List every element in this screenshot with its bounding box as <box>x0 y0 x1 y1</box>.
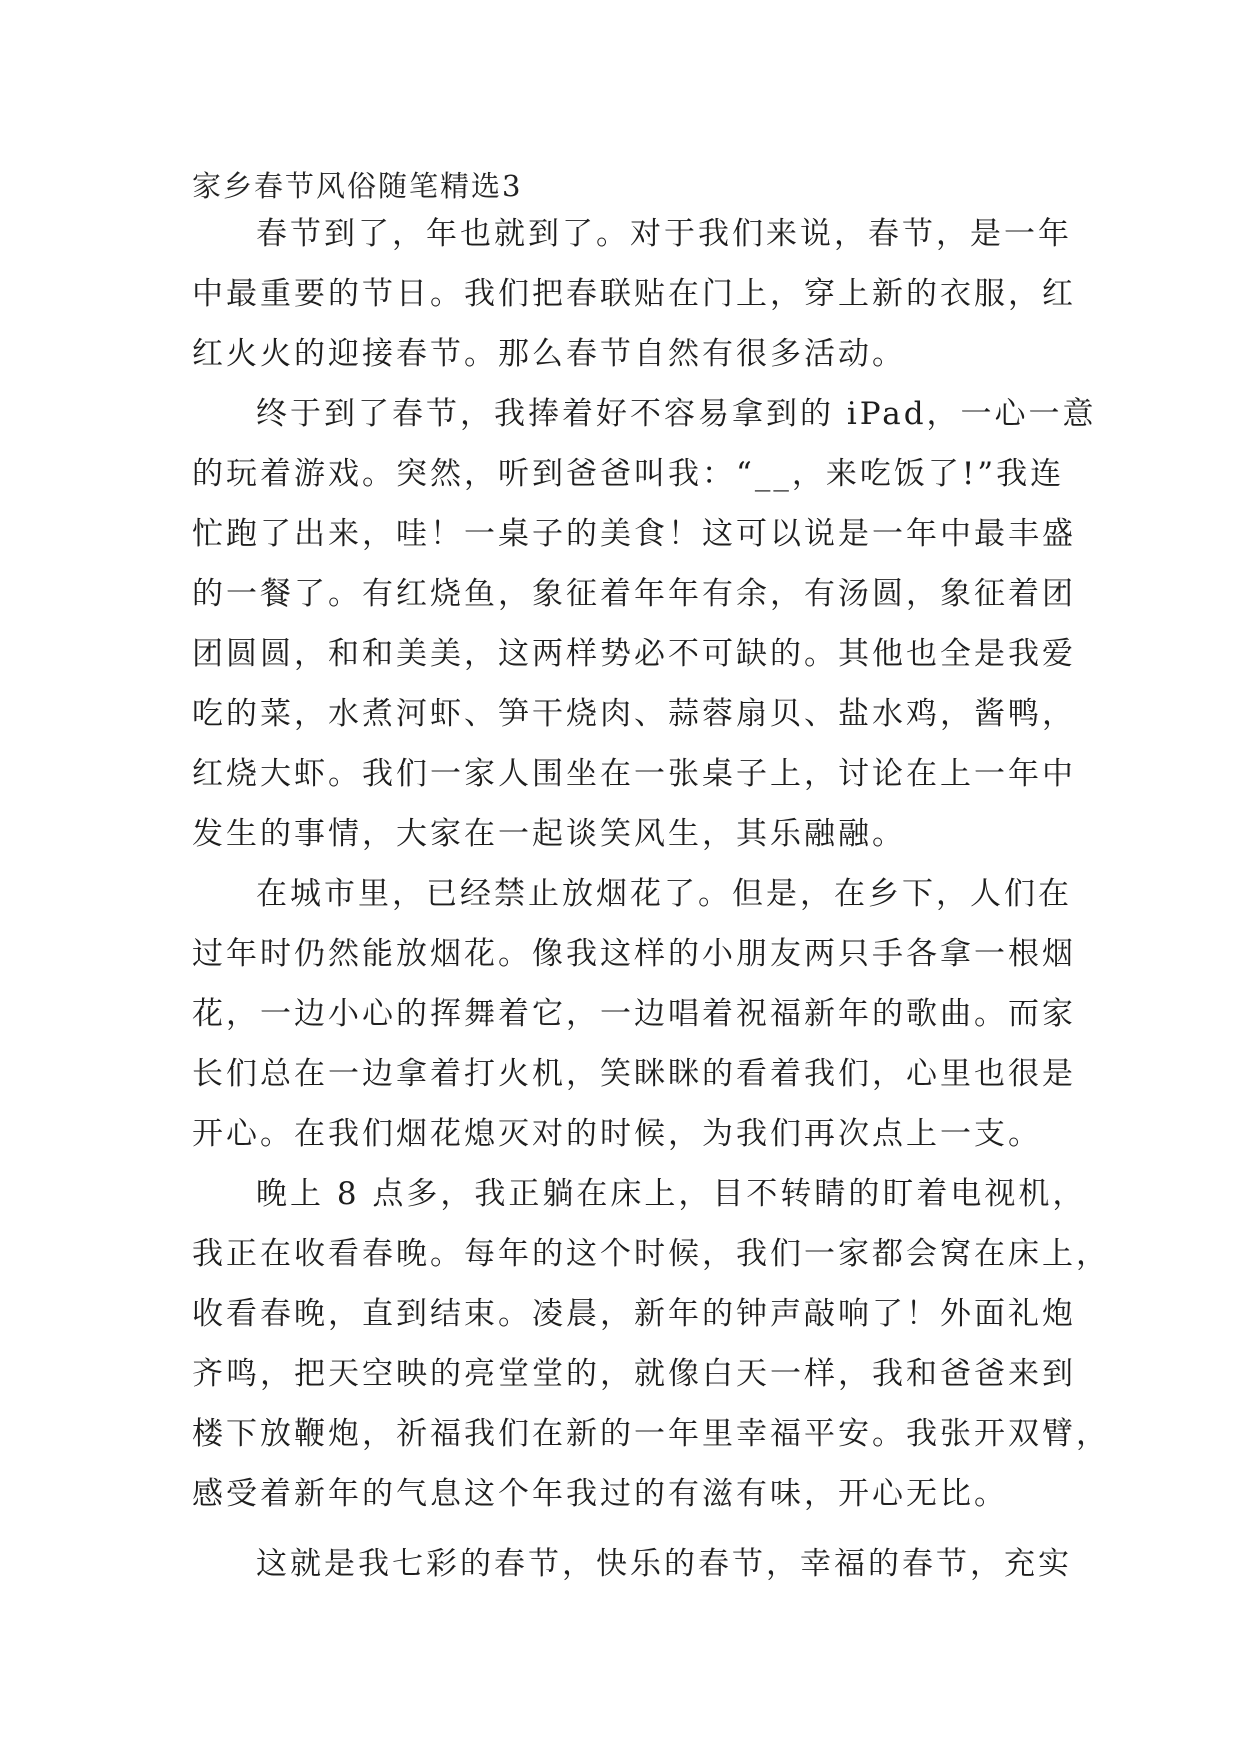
paragraph-2-line-6: 吃的菜，水煮河虾、笋干烧肉、蒜蓉扇贝、盐水鸡，酱鸭， <box>192 696 1076 732</box>
paragraph-2-line-1: 终于到了春节，我捧着好不容易拿到的 iPad，一心一意 <box>256 396 1097 432</box>
paragraph-2-line-3: 忙跑了出来，哇！一桌子的美食！这可以说是一年中最丰盛 <box>192 516 1076 552</box>
document-title: 家乡春节风俗随笔精选3 <box>192 169 523 203</box>
paragraph-5-line-1: 这就是我七彩的春节，快乐的春节，幸福的春节，充实 <box>256 1546 1072 1582</box>
paragraph-3-line-5: 开心。在我们烟花熄灭对的时候，为我们再次点上一支。 <box>192 1116 1042 1152</box>
paragraph-4-line-4: 齐鸣，把天空映的亮堂堂的，就像白天一样，我和爸爸来到 <box>192 1356 1076 1392</box>
paragraph-3-line-2: 过年时仍然能放烟花。像我这样的小朋友两只手各拿一根烟 <box>192 936 1076 972</box>
paragraph-2-line-5: 团圆圆，和和美美，这两样势必不可缺的。其他也全是我爱 <box>192 636 1076 672</box>
paragraph-2-line-7: 红烧大虾。我们一家人围坐在一张桌子上，讨论在上一年中 <box>192 756 1076 792</box>
paragraph-2-line-4: 的一餐了。有红烧鱼，象征着年年有余，有汤圆，象征着团 <box>192 576 1076 612</box>
paragraph-2-line-8: 发生的事情，大家在一起谈笑风生，其乐融融。 <box>192 816 906 852</box>
paragraph-3-line-1: 在城市里，已经禁止放烟花了。但是，在乡下，人们在 <box>256 876 1072 912</box>
paragraph-4-line-1: 晚上 8 点多，我正躺在床上，目不转睛的盯着电视机， <box>256 1176 1087 1212</box>
paragraph-4-line-2: 我正在收看春晚。每年的这个时候，我们一家都会窝在床上， <box>192 1236 1110 1272</box>
paragraph-3-line-3: 花，一边小心的挥舞着它，一边唱着祝福新年的歌曲。而家 <box>192 996 1076 1032</box>
paragraph-1-line-3: 红火火的迎接春节。那么春节自然有很多活动。 <box>192 336 906 372</box>
paragraph-1-line-2: 中最重要的节日。我们把春联贴在门上，穿上新的衣服，红 <box>192 276 1076 312</box>
paragraph-4-line-3: 收看春晚，直到结束。凌晨，新年的钟声敲响了！外面礼炮 <box>192 1296 1076 1332</box>
document-body <box>192 204 1110 1582</box>
paragraph-3-line-4: 长们总在一边拿着打火机，笑眯眯的看着我们，心里也很是 <box>192 1056 1076 1092</box>
paragraph-4-line-5: 楼下放鞭炮，祈福我们在新的一年里幸福平安。我张开双臂， <box>192 1416 1110 1452</box>
paragraph-4-line-6: 感受着新年的气息这个年我过的有滋有味，开心无比。 <box>192 1476 1008 1512</box>
paragraph-2-line-2: 的玩着游戏。突然，听到爸爸叫我：“__，来吃饭了!”我连 <box>192 456 1065 492</box>
paragraph-1-line-1: 春节到了，年也就到了。对于我们来说，春节，是一年 <box>256 216 1072 252</box>
